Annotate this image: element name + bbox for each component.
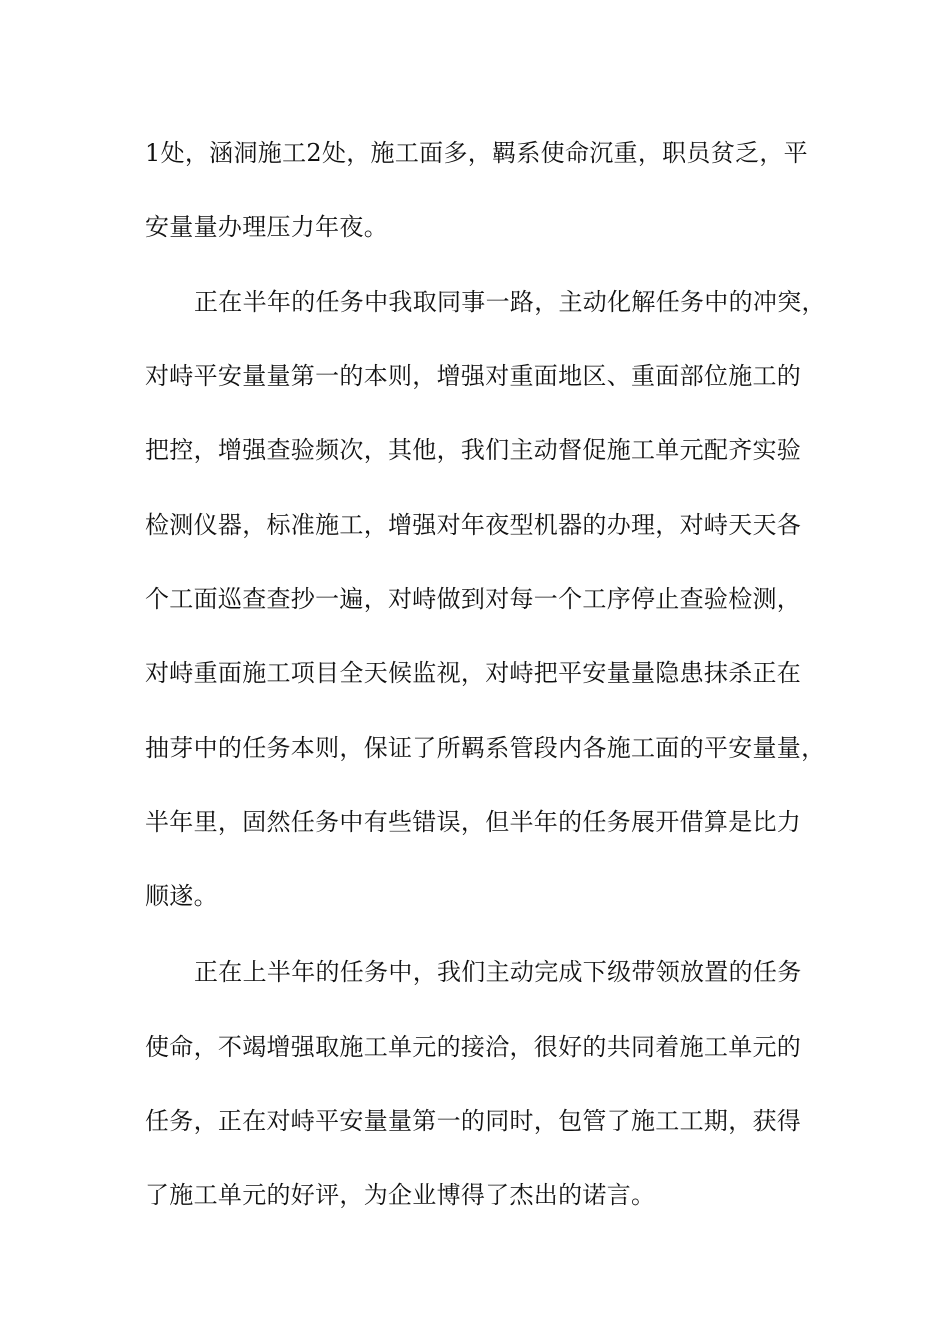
- text-line: 对峙重面施工项目全天候监视，对峙把平安量量隐患抹杀正在: [145, 659, 802, 687]
- text-line: 检测仪器，标准施工，增强对年夜型机器的办理，对峙天天各: [145, 511, 802, 539]
- text-line: 半年里，固然任务中有些错误，但半年的任务展开借算是比力: [145, 808, 802, 836]
- text-line: 安量量办理压力年夜。: [145, 213, 388, 241]
- text-line: 个工面巡查查抄一遍，对峙做到对每一个工序停止查验检测，: [145, 585, 802, 613]
- paragraph-first-line: 正在半年的任务中我取同事一路，主动化解任务中的冲突，: [194, 288, 826, 316]
- paragraph-first-line: 正在上半年的任务中，我们主动完成下级带领放置的任务: [194, 958, 802, 986]
- text-line: 使命，不竭增强取施工单元的接洽，很好的共同着施工单元的: [145, 1033, 802, 1061]
- text-line: 把控，增强查验频次，其他，我们主动督促施工单元配齐实验: [145, 436, 802, 464]
- text-line: 顺遂。: [145, 882, 218, 910]
- text-line: 了施工单元的好评，为企业博得了杰出的诺言。: [145, 1181, 656, 1209]
- text-line: 1处，涵洞施工2处，施工面多，羁系使命沉重，职员贫乏，平: [145, 139, 808, 167]
- text-line: 抽芽中的任务本则，保证了所羁系管段内各施工面的平安量量，: [145, 734, 826, 762]
- text-line: 对峙平安量量第一的本则，增强对重面地区、重面部位施工的: [145, 362, 802, 390]
- text-line: 任务，正在对峙平安量量第一的同时，包管了施工工期，获得: [145, 1107, 802, 1135]
